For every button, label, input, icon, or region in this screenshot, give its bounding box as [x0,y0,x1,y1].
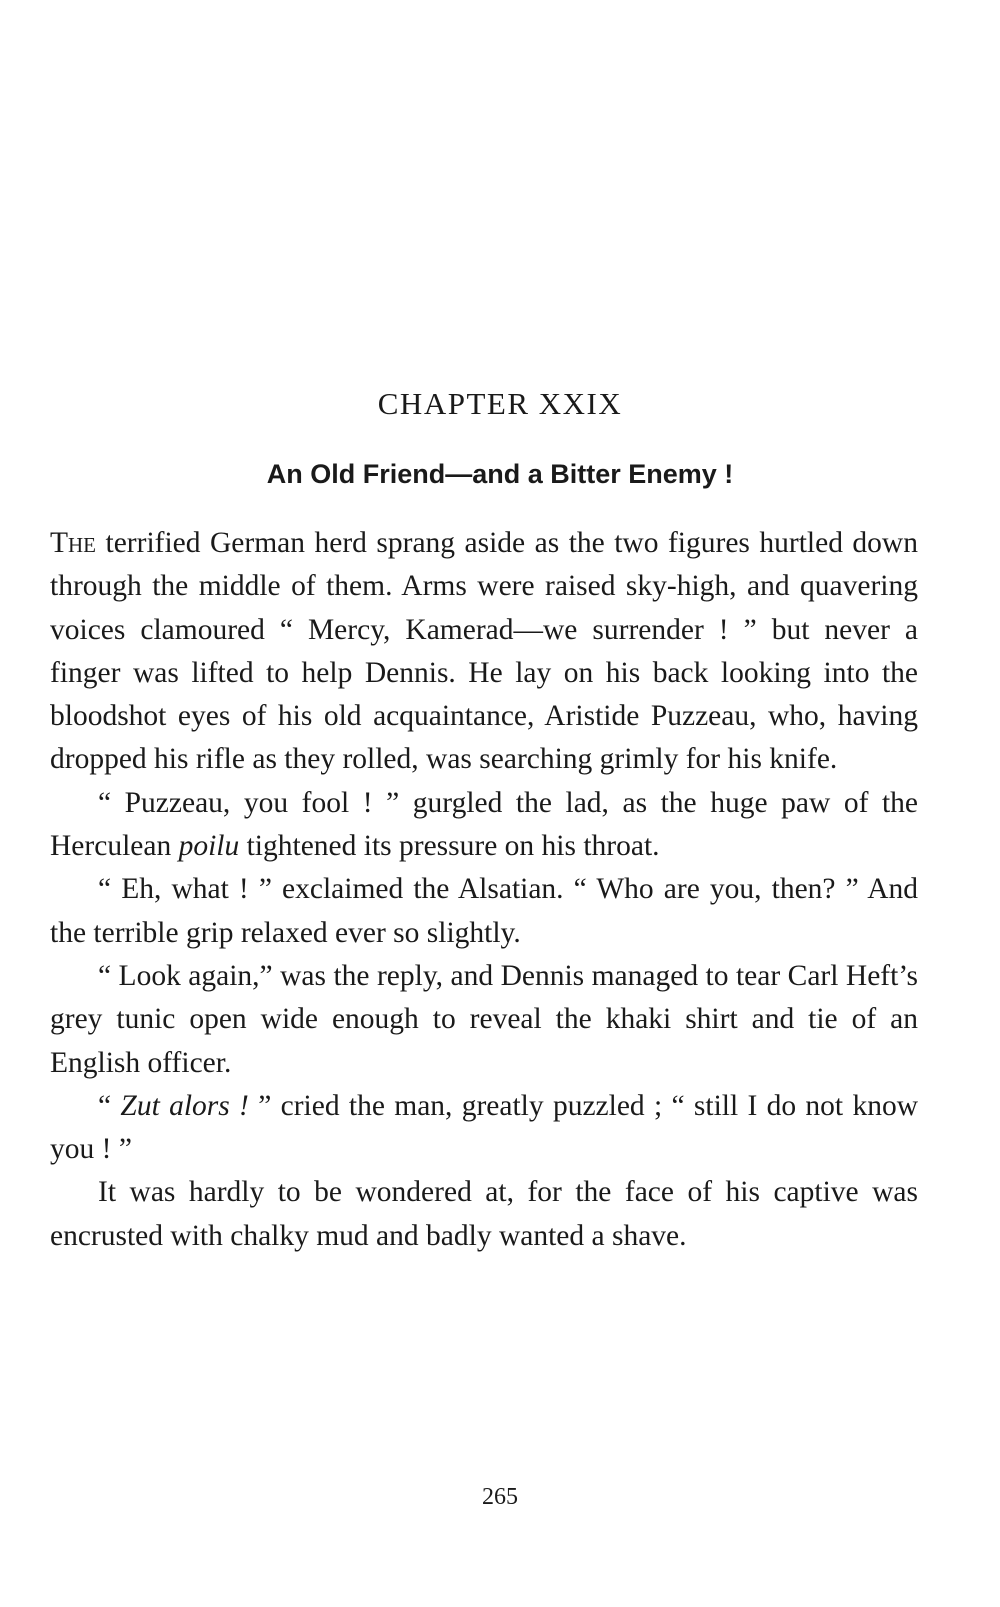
paragraph-4: “ Look again,” was the reply, and Dennis managed to tear Carl Heft’s grey tunic open wide enough to reveal the khaki shirt and tie of an English officer. [50,959,918,1079]
paragraph-5-text-before: “ [98,1089,121,1122]
chapter-number: CHAPTER XXIX [377,386,623,421]
page-number: 265 [482,1484,518,1510]
chapter-body [50,522,918,1258]
paragraph-2-text-after: tightened its pressure on his throat. [239,830,660,863]
paragraph-1-text: terrified German herd sprang aside as the two figures hurtled down through the middle of them. Arms were raised sky-high, and quavering voices clamoured “ Mercy, Kamerad—we surrender ! ” but never a finger was lifted to help Dennis. He lay on his back looking into the bloodshot eyes of his old acquaintance, Aristide Puzzeau, who, having dropped his rifle as they rolled, was searching grimly for his knife. [50,527,918,776]
chapter-title: An Old Friend—and a Bitter Enemy ! [266,459,734,489]
paragraph-6: It was hardly to be wondered at, for the face of his captive was encrusted with chalky mud and badly wanted a shave. [50,1176,918,1252]
paragraph-2-text-before: “ Puzzeau, you fool ! ” gurgled the lad, as the huge paw of the Herculean [50,786,918,863]
paragraph-1 [50,522,918,782]
paragraph-3: “ Eh, what ! ” exclaimed the Alsatian. “ Who are you, then? ” And the terrible grip relaxed ever so slightly. [50,873,918,949]
paragraph-1-lead: The [50,527,97,559]
paragraph-2-italic: poilu [178,830,240,863]
paragraph-5-italic: Zut alors ! [120,1089,249,1122]
paragraph-5 [50,1085,918,1172]
paragraph-2 [50,782,918,869]
paragraph-5-text-after: ” cried the man, greatly puzzled ; “ still I do not know you ! ” [50,1089,919,1166]
